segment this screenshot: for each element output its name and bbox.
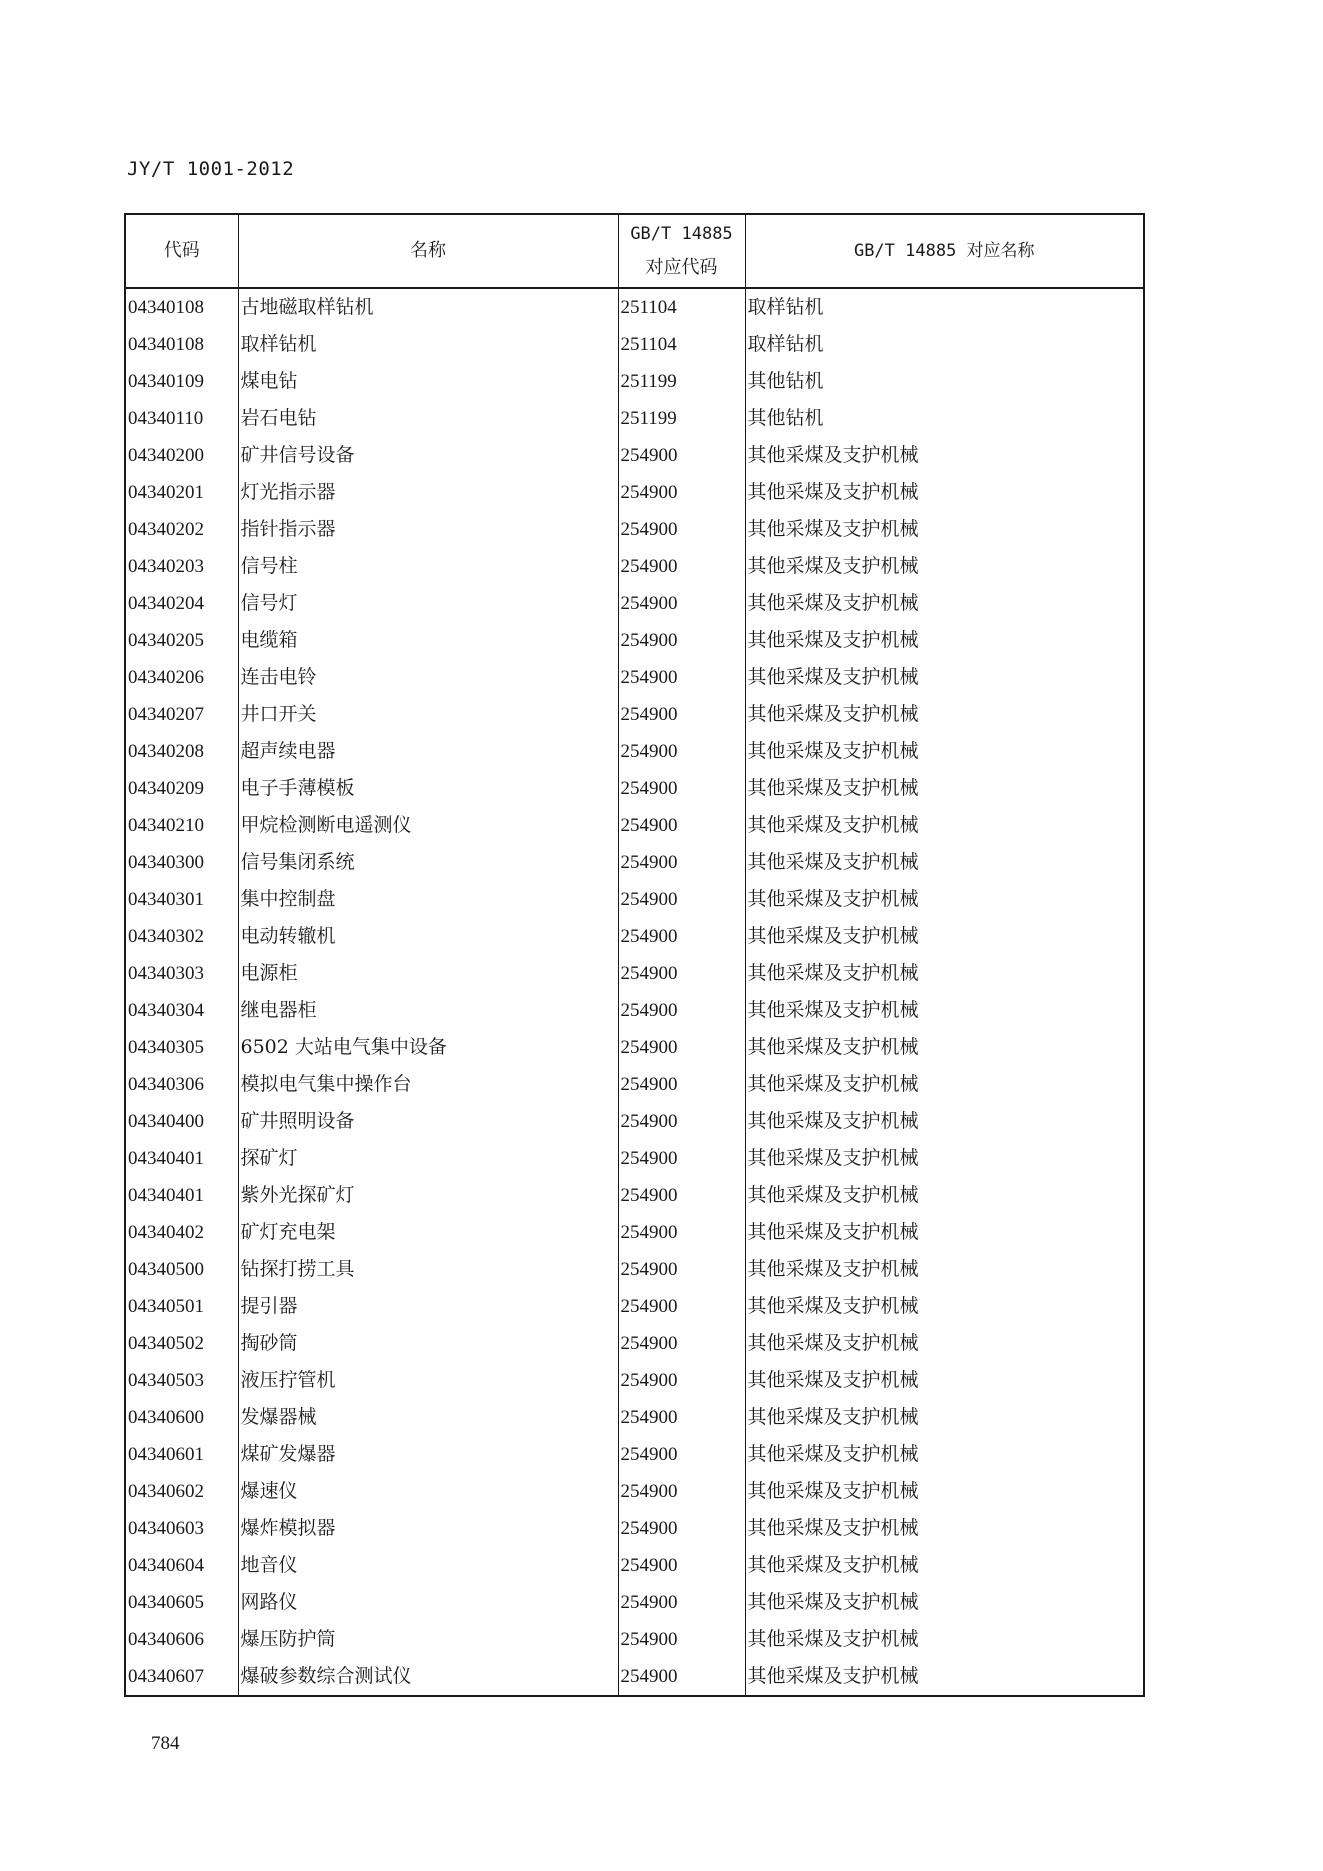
cell-code: 04340210 bbox=[125, 807, 238, 844]
table-row bbox=[125, 548, 1144, 585]
cell-gb-code: 254900 bbox=[618, 511, 745, 548]
cell-code: 04340205 bbox=[125, 622, 238, 659]
table-row bbox=[125, 326, 1144, 363]
cell-name: 信号灯 bbox=[238, 585, 618, 622]
cell-gb-name: 其他采煤及支护机械 bbox=[745, 844, 1144, 881]
cell-gb-code: 254900 bbox=[618, 548, 745, 585]
cell-name: 爆速仪 bbox=[238, 1473, 618, 1510]
cell-name: 掏砂筒 bbox=[238, 1325, 618, 1362]
cell-name: 井口开关 bbox=[238, 696, 618, 733]
table-row bbox=[125, 770, 1144, 807]
cell-gb-code: 254900 bbox=[618, 1621, 745, 1658]
cell-gb-code: 254900 bbox=[618, 1140, 745, 1177]
cell-gb-code: 254900 bbox=[618, 1288, 745, 1325]
cell-name: 地音仪 bbox=[238, 1547, 618, 1584]
table-row bbox=[125, 511, 1144, 548]
cell-name: 指针指示器 bbox=[238, 511, 618, 548]
cell-gb-name: 其他采煤及支护机械 bbox=[745, 585, 1144, 622]
cell-gb-code: 254900 bbox=[618, 881, 745, 918]
cell-code: 04340108 bbox=[125, 326, 238, 363]
cell-name: 连击电铃 bbox=[238, 659, 618, 696]
cell-gb-code: 254900 bbox=[618, 622, 745, 659]
cell-gb-name: 其他采煤及支护机械 bbox=[745, 622, 1144, 659]
table-row bbox=[125, 1140, 1144, 1177]
cell-gb-name: 其他采煤及支护机械 bbox=[745, 548, 1144, 585]
cell-gb-name: 其他采煤及支护机械 bbox=[745, 1214, 1144, 1251]
cell-code: 04340202 bbox=[125, 511, 238, 548]
table-body bbox=[125, 288, 1144, 1696]
cell-code: 04340302 bbox=[125, 918, 238, 955]
cell-name: 紫外光探矿灯 bbox=[238, 1177, 618, 1214]
cell-code: 04340303 bbox=[125, 955, 238, 992]
column-header-gb-code-line1: GB/T 14885 bbox=[630, 224, 733, 244]
table-row bbox=[125, 1436, 1144, 1473]
cell-gb-name: 其他采煤及支护机械 bbox=[745, 659, 1144, 696]
cell-code: 04340604 bbox=[125, 1547, 238, 1584]
cell-code: 04340206 bbox=[125, 659, 238, 696]
cell-gb-code: 254900 bbox=[618, 474, 745, 511]
table-row bbox=[125, 1325, 1144, 1362]
cell-gb-name: 其他采煤及支护机械 bbox=[745, 1325, 1144, 1362]
cell-code: 04340502 bbox=[125, 1325, 238, 1362]
cell-gb-name: 其他采煤及支护机械 bbox=[745, 696, 1144, 733]
cell-gb-code: 251199 bbox=[618, 400, 745, 437]
cell-name: 岩石电钻 bbox=[238, 400, 618, 437]
cell-code: 04340605 bbox=[125, 1584, 238, 1621]
cell-gb-code: 254900 bbox=[618, 1214, 745, 1251]
cell-name: 矿灯充电架 bbox=[238, 1214, 618, 1251]
table-row bbox=[125, 1029, 1144, 1066]
cell-gb-name: 其他采煤及支护机械 bbox=[745, 1103, 1144, 1140]
cell-gb-name: 其他采煤及支护机械 bbox=[745, 511, 1144, 548]
column-header-name: 名称 bbox=[238, 214, 618, 288]
cell-gb-name: 取样钻机 bbox=[745, 326, 1144, 363]
cell-code: 04340108 bbox=[125, 288, 238, 326]
table-row bbox=[125, 474, 1144, 511]
cell-gb-name: 其他采煤及支护机械 bbox=[745, 992, 1144, 1029]
page-number: 784 bbox=[151, 1733, 180, 1754]
cell-gb-code: 254900 bbox=[618, 1251, 745, 1288]
cell-gb-code: 254900 bbox=[618, 992, 745, 1029]
cell-gb-name: 其他采煤及支护机械 bbox=[745, 1029, 1144, 1066]
cell-gb-code: 254900 bbox=[618, 1658, 745, 1696]
cell-code: 04340306 bbox=[125, 1066, 238, 1103]
table-row bbox=[125, 1288, 1144, 1325]
table-row bbox=[125, 1473, 1144, 1510]
cell-gb-name: 其他采煤及支护机械 bbox=[745, 733, 1144, 770]
cell-name: 超声续电器 bbox=[238, 733, 618, 770]
cell-name: 信号柱 bbox=[238, 548, 618, 585]
cell-code: 04340209 bbox=[125, 770, 238, 807]
cell-gb-name: 其他采煤及支护机械 bbox=[745, 1473, 1144, 1510]
cell-code: 04340503 bbox=[125, 1362, 238, 1399]
cell-gb-code: 251199 bbox=[618, 363, 745, 400]
cell-code: 04340600 bbox=[125, 1399, 238, 1436]
table-row bbox=[125, 807, 1144, 844]
table-row bbox=[125, 1214, 1144, 1251]
table-row bbox=[125, 659, 1144, 696]
table-row bbox=[125, 918, 1144, 955]
cell-code: 04340208 bbox=[125, 733, 238, 770]
cell-gb-code: 254900 bbox=[618, 1547, 745, 1584]
cell-code: 04340300 bbox=[125, 844, 238, 881]
table-row bbox=[125, 1658, 1144, 1696]
cell-gb-code: 254900 bbox=[618, 807, 745, 844]
cell-gb-code: 254900 bbox=[618, 1103, 745, 1140]
table-row bbox=[125, 881, 1144, 918]
cell-gb-code: 254900 bbox=[618, 585, 745, 622]
cell-name: 继电器柜 bbox=[238, 992, 618, 1029]
column-header-gb-code-line2: 对应代码 bbox=[645, 257, 718, 278]
cell-gb-name: 其他采煤及支护机械 bbox=[745, 474, 1144, 511]
cell-code: 04340301 bbox=[125, 881, 238, 918]
cell-gb-code: 254900 bbox=[618, 1177, 745, 1214]
table-row bbox=[125, 1547, 1144, 1584]
cell-gb-code: 254900 bbox=[618, 696, 745, 733]
table-row bbox=[125, 1510, 1144, 1547]
cell-name: 矿井信号设备 bbox=[238, 437, 618, 474]
cell-gb-name: 其他采煤及支护机械 bbox=[745, 1066, 1144, 1103]
cell-gb-code: 254900 bbox=[618, 1325, 745, 1362]
table-row bbox=[125, 622, 1144, 659]
cell-gb-name: 其他采煤及支护机械 bbox=[745, 1251, 1144, 1288]
cell-code: 04340201 bbox=[125, 474, 238, 511]
cell-name: 电缆箱 bbox=[238, 622, 618, 659]
cell-gb-code: 254900 bbox=[618, 1436, 745, 1473]
cell-code: 04340603 bbox=[125, 1510, 238, 1547]
table-row bbox=[125, 1584, 1144, 1621]
column-header-gb-code bbox=[618, 214, 745, 288]
cell-gb-name: 其他采煤及支护机械 bbox=[745, 1362, 1144, 1399]
cell-name: 矿井照明设备 bbox=[238, 1103, 618, 1140]
cell-code: 04340109 bbox=[125, 363, 238, 400]
cell-code: 04340401 bbox=[125, 1140, 238, 1177]
cell-gb-code: 254900 bbox=[618, 733, 745, 770]
cell-name: 煤矿发爆器 bbox=[238, 1436, 618, 1473]
cell-name: 电动转辙机 bbox=[238, 918, 618, 955]
cell-name: 爆炸模拟器 bbox=[238, 1510, 618, 1547]
cell-gb-code: 254900 bbox=[618, 918, 745, 955]
cell-gb-name: 其他采煤及支护机械 bbox=[745, 1399, 1144, 1436]
cell-name: 甲烷检测断电遥测仪 bbox=[238, 807, 618, 844]
cell-code: 04340500 bbox=[125, 1251, 238, 1288]
cell-gb-code: 251104 bbox=[618, 326, 745, 363]
cell-gb-code: 254900 bbox=[618, 659, 745, 696]
table-row bbox=[125, 1362, 1144, 1399]
cell-name: 发爆器械 bbox=[238, 1399, 618, 1436]
cell-code: 04340601 bbox=[125, 1436, 238, 1473]
cell-name: 钻探打捞工具 bbox=[238, 1251, 618, 1288]
cell-code: 04340110 bbox=[125, 400, 238, 437]
cell-gb-name: 其他采煤及支护机械 bbox=[745, 1584, 1144, 1621]
cell-gb-name: 其他采煤及支护机械 bbox=[745, 770, 1144, 807]
cell-gb-code: 254900 bbox=[618, 1362, 745, 1399]
cell-gb-name: 其他采煤及支护机械 bbox=[745, 1510, 1144, 1547]
cell-gb-name: 其他采煤及支护机械 bbox=[745, 1547, 1144, 1584]
table-row bbox=[125, 585, 1144, 622]
cell-code: 04340501 bbox=[125, 1288, 238, 1325]
table-row bbox=[125, 400, 1144, 437]
cell-name: 信号集闭系统 bbox=[238, 844, 618, 881]
table-row bbox=[125, 1621, 1144, 1658]
cell-code: 04340305 bbox=[125, 1029, 238, 1066]
cell-name: 古地磁取样钻机 bbox=[238, 288, 618, 326]
cell-gb-code: 254900 bbox=[618, 1066, 745, 1103]
cell-gb-code: 254900 bbox=[618, 437, 745, 474]
cell-gb-name: 其他采煤及支护机械 bbox=[745, 1288, 1144, 1325]
cell-gb-code: 254900 bbox=[618, 1510, 745, 1547]
cell-code: 04340400 bbox=[125, 1103, 238, 1140]
table-row bbox=[125, 1251, 1144, 1288]
cell-name: 爆压防护筒 bbox=[238, 1621, 618, 1658]
cell-gb-code: 254900 bbox=[618, 1584, 745, 1621]
cell-gb-name: 其他采煤及支护机械 bbox=[745, 1658, 1144, 1696]
cell-name: 灯光指示器 bbox=[238, 474, 618, 511]
cell-gb-code: 254900 bbox=[618, 844, 745, 881]
table-row bbox=[125, 733, 1144, 770]
cell-gb-name: 其他采煤及支护机械 bbox=[745, 955, 1144, 992]
cell-gb-name: 其他采煤及支护机械 bbox=[745, 881, 1144, 918]
table-row bbox=[125, 1399, 1144, 1436]
cell-name: 集中控制盘 bbox=[238, 881, 618, 918]
cell-name: 网路仪 bbox=[238, 1584, 618, 1621]
cell-gb-name: 其他采煤及支护机械 bbox=[745, 1177, 1144, 1214]
cell-code: 04340606 bbox=[125, 1621, 238, 1658]
cell-code: 04340304 bbox=[125, 992, 238, 1029]
cell-code: 04340401 bbox=[125, 1177, 238, 1214]
cell-gb-name: 其他采煤及支护机械 bbox=[745, 1436, 1144, 1473]
cell-name: 电子手薄模板 bbox=[238, 770, 618, 807]
table-header-row bbox=[125, 214, 1144, 288]
cell-name: 电源柜 bbox=[238, 955, 618, 992]
cell-code: 04340207 bbox=[125, 696, 238, 733]
cell-gb-name: 其他采煤及支护机械 bbox=[745, 437, 1144, 474]
cell-gb-name: 其他钻机 bbox=[745, 400, 1144, 437]
table-row bbox=[125, 992, 1144, 1029]
cell-gb-name: 其他采煤及支护机械 bbox=[745, 918, 1144, 955]
document-standard-number: JY/T 1001-2012 bbox=[127, 158, 295, 180]
cell-gb-name: 其他钻机 bbox=[745, 363, 1144, 400]
cell-gb-name: 其他采煤及支护机械 bbox=[745, 1621, 1144, 1658]
table-row bbox=[125, 1066, 1144, 1103]
cell-gb-name: 其他采煤及支护机械 bbox=[745, 1140, 1144, 1177]
cell-gb-code: 254900 bbox=[618, 770, 745, 807]
column-header-code: 代码 bbox=[125, 214, 238, 288]
cell-code: 04340200 bbox=[125, 437, 238, 474]
table-row bbox=[125, 288, 1144, 326]
cell-code: 04340602 bbox=[125, 1473, 238, 1510]
cell-name: 提引器 bbox=[238, 1288, 618, 1325]
cell-name: 液压拧管机 bbox=[238, 1362, 618, 1399]
equipment-code-table bbox=[124, 213, 1145, 1697]
cell-name: 取样钻机 bbox=[238, 326, 618, 363]
cell-gb-name: 取样钻机 bbox=[745, 288, 1144, 326]
cell-gb-code: 254900 bbox=[618, 1473, 745, 1510]
cell-name: 探矿灯 bbox=[238, 1140, 618, 1177]
cell-code: 04340607 bbox=[125, 1658, 238, 1696]
table-row bbox=[125, 1177, 1144, 1214]
table-row bbox=[125, 363, 1144, 400]
table-row bbox=[125, 696, 1144, 733]
table-row bbox=[125, 844, 1144, 881]
table-row bbox=[125, 437, 1144, 474]
cell-code: 04340402 bbox=[125, 1214, 238, 1251]
column-header-gb-name-text: GB/T 14885 对应名称 bbox=[853, 241, 1035, 261]
cell-gb-name: 其他采煤及支护机械 bbox=[745, 807, 1144, 844]
cell-code: 04340204 bbox=[125, 585, 238, 622]
cell-gb-code: 254900 bbox=[618, 955, 745, 992]
cell-gb-code: 251104 bbox=[618, 288, 745, 326]
cell-name: 模拟电气集中操作台 bbox=[238, 1066, 618, 1103]
cell-name: 6502 大站电气集中设备 bbox=[238, 1029, 618, 1066]
column-header-gb-name bbox=[745, 214, 1144, 288]
cell-name: 爆破参数综合测试仪 bbox=[238, 1658, 618, 1696]
table-row bbox=[125, 1103, 1144, 1140]
cell-gb-code: 254900 bbox=[618, 1029, 745, 1066]
table-row bbox=[125, 955, 1144, 992]
cell-gb-code: 254900 bbox=[618, 1399, 745, 1436]
cell-name: 煤电钻 bbox=[238, 363, 618, 400]
cell-code: 04340203 bbox=[125, 548, 238, 585]
